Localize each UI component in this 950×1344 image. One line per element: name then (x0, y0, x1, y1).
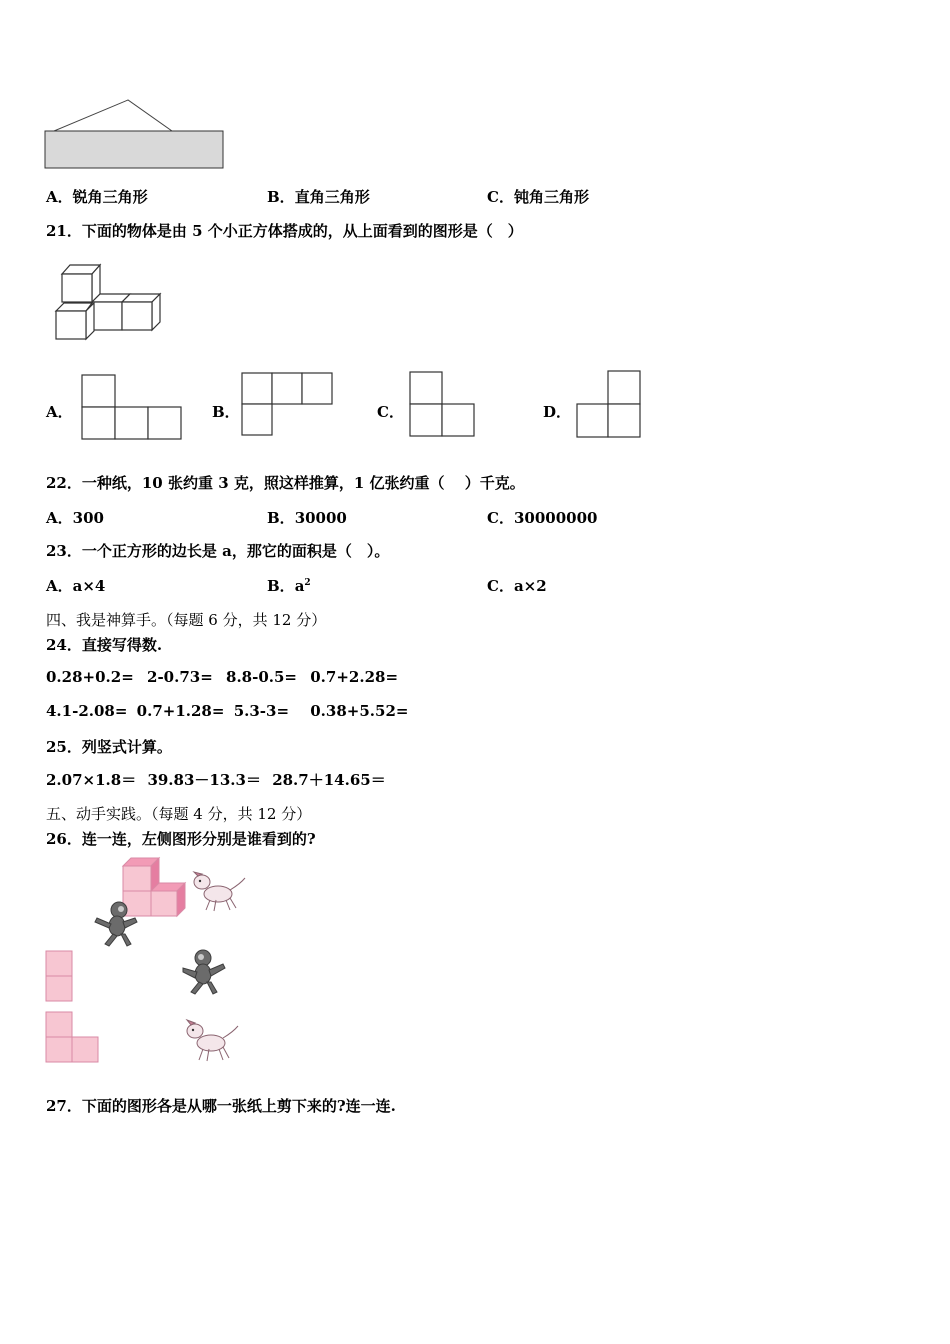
q21-stem: 21．下面的物体是由 5 个小正方体搭成的，从上面看到的图形是（ ） (46, 222, 523, 240)
option-letter: C． (487, 188, 514, 206)
calc-item: 0.7+2.28= (310, 668, 399, 686)
option-text: 30000000 (513, 509, 598, 527)
dog-icon[interactable] (190, 870, 248, 914)
q21-option-b-label[interactable]: B． (212, 403, 240, 421)
q25-row (46, 769, 386, 790)
q22-stem: 22．一种纸，10 张约重 3 克，照这样推算，1 亿张约重（ ）千克。 (46, 474, 525, 492)
calc-item: 5.3-3= (233, 702, 290, 720)
calc-item: 0.7+1.28= (136, 702, 225, 720)
q21-option-a-label[interactable]: A． (46, 403, 73, 421)
q20-option-c[interactable] (487, 186, 589, 207)
q21-option-c-label[interactable]: C． (377, 403, 404, 421)
q26-stem: 26．连一连，左侧图形分别是谁看到的? (46, 830, 316, 848)
side-view-shape[interactable] (45, 1011, 101, 1065)
calc-item: 4.1-2.08= (46, 702, 128, 720)
q22-option-a[interactable] (46, 507, 104, 528)
option-text: 锐角三角形 (72, 188, 148, 206)
option-letter: A． (46, 509, 73, 527)
calc-item: 0.38+5.52= (310, 702, 409, 720)
q25-stem: 25．列竖式计算。 (46, 738, 172, 756)
option-letter: B． (267, 509, 295, 527)
q24-stem: 24．直接写得数. (46, 636, 163, 654)
q20-option-a[interactable] (46, 186, 148, 207)
option-text: 直角三角形 (294, 188, 370, 206)
triangle-shape (54, 100, 172, 131)
superscript: 2 (304, 578, 311, 588)
option-letter: A． (46, 577, 73, 595)
q20-figure (44, 98, 226, 170)
option-text: a (294, 577, 305, 595)
option-text: a×2 (513, 577, 547, 595)
calc-item: 39.83－13.3＝ (147, 771, 261, 789)
q23-stem: 23．一个正方形的边长是 a，那它的面积是（ ）。 (46, 542, 390, 560)
calc-item: 2-0.73= (147, 668, 213, 686)
q21-option-d-label[interactable]: D． (543, 403, 572, 421)
q20-option-b[interactable] (267, 186, 370, 207)
calc-item: 0.28+0.2= (46, 668, 134, 686)
option-letter: C． (487, 577, 514, 595)
q21-option-b-shape[interactable] (241, 372, 335, 438)
section-5-title: 五、动手实践。（每题 4 分，共 12 分） (46, 805, 312, 823)
calc-item: 2.07×1.8＝ (46, 771, 137, 789)
q21-option-d-shape[interactable] (576, 370, 642, 439)
q27-stem: 27．下面的图形各是从哪一张纸上剪下来的?连一连. (46, 1097, 396, 1115)
q21-option-c-shape[interactable] (409, 371, 475, 438)
q23-option-b[interactable] (267, 575, 311, 596)
front-view-shape[interactable] (45, 950, 75, 1004)
option-letter: B． (267, 188, 295, 206)
option-text: 300 (72, 509, 104, 527)
q21-cube-figure (54, 262, 164, 342)
q24-row-2 (46, 702, 408, 720)
option-letter: B． (267, 577, 295, 595)
option-letter: A． (46, 188, 73, 206)
option-letter: C． (487, 509, 514, 527)
dog-icon[interactable] (181, 1018, 241, 1064)
calc-item: 28.7＋14.65＝ (272, 771, 386, 789)
q23-option-c[interactable] (487, 575, 547, 596)
calc-item: 8.8-0.5= (226, 668, 298, 686)
section-4-title: 四、我是神算手。（每题 6 分，共 12 分） (46, 611, 327, 629)
monkey-icon[interactable] (181, 948, 227, 996)
q23-option-a[interactable] (46, 575, 105, 596)
option-text: a×4 (72, 577, 106, 595)
option-text: 30000 (294, 509, 347, 527)
rectangle-shape (45, 131, 223, 168)
q22-option-c[interactable] (487, 507, 597, 528)
option-text: 钝角三角形 (513, 188, 589, 206)
monkey-icon[interactable] (93, 900, 139, 948)
q22-option-b[interactable] (267, 507, 347, 528)
q21-option-a-shape[interactable] (81, 374, 183, 440)
q24-row-1 (46, 668, 398, 686)
